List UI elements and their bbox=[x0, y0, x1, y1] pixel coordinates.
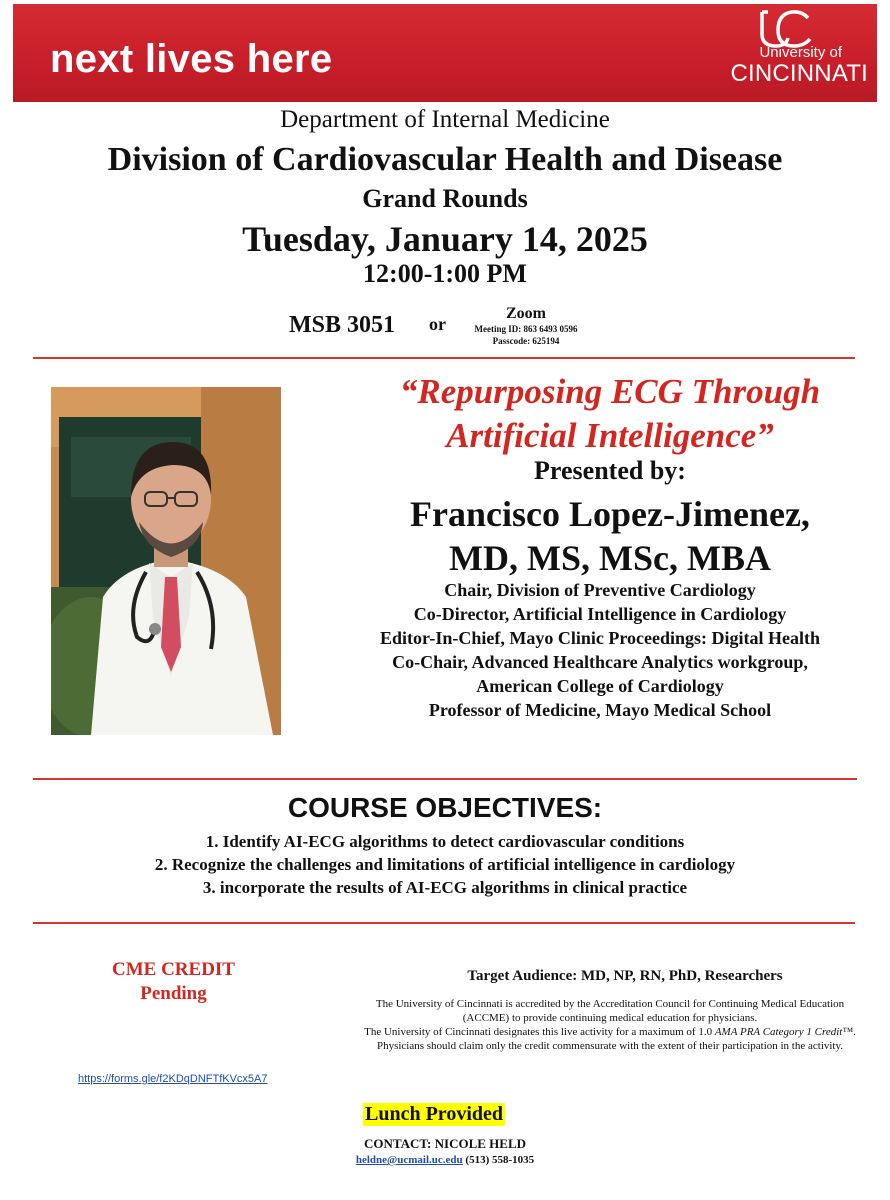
divider bbox=[33, 922, 855, 924]
department-title: Department of Internal Medicine bbox=[280, 106, 610, 133]
location-or: or bbox=[429, 314, 446, 334]
contact-name: CONTACT: NICOLE HELD bbox=[363, 1136, 527, 1151]
target-audience: Target Audience: MD, NP, RN, PhD, Researchers bbox=[467, 968, 783, 984]
event-date: Tuesday, January 14, 2025 bbox=[242, 219, 648, 259]
division-title: Division of Cardiovascular Health and Disease bbox=[107, 141, 783, 178]
cme-form-link[interactable]: https://forms.gle/f2KDqDNFTfKVcx5A7 bbox=[78, 1073, 268, 1085]
university-logo bbox=[668, 8, 868, 88]
credential-line: Chair, Division of Preventive Cardiology bbox=[444, 580, 756, 600]
lunch-provided-badge: Lunch Provided bbox=[365, 1103, 503, 1125]
objective-item: 2. Recognize the challenges and limitations of artificial intelligence in cardiology bbox=[154, 855, 736, 874]
event-name: Grand Rounds bbox=[362, 184, 528, 213]
accreditation-designation bbox=[360, 1025, 860, 1053]
logo-cincinnati: CINCINNATI bbox=[730, 60, 868, 87]
cme-label: CME CREDIT bbox=[112, 959, 235, 980]
talk-title-line2: Artificial Intelligence” bbox=[446, 416, 774, 455]
speaker-name: Francisco Lopez-Jimenez, bbox=[410, 494, 810, 534]
speaker bbox=[330, 492, 890, 580]
contact-details bbox=[0, 1154, 890, 1166]
credit-name: AMA PRA Category 1 Credit bbox=[714, 1026, 843, 1038]
zoom-label: Zoom bbox=[506, 305, 546, 322]
speaker-credentials bbox=[300, 578, 890, 722]
accreditation-statement bbox=[360, 997, 860, 1053]
objectives-list bbox=[0, 830, 890, 899]
event-time: 12:00-1:00 PM bbox=[363, 259, 527, 288]
logo-university-of: University of bbox=[759, 44, 842, 61]
objective-item: 1. Identify AI-ECG algorithms to detect cardiovascular conditions bbox=[205, 832, 685, 851]
talk-title bbox=[330, 370, 890, 458]
cme-status: Pending bbox=[140, 983, 207, 1004]
credential-line: Co-Chair, Advanced Healthcare Analytics workgroup, bbox=[392, 652, 808, 672]
speaker-degrees: MD, MS, MSc, MBA bbox=[449, 538, 771, 578]
talk-title-line1: “Repurposing ECG Through bbox=[399, 372, 821, 411]
contact-email-link[interactable]: heldne@ucmail.uc.edu bbox=[355, 1154, 463, 1166]
zoom-info bbox=[460, 305, 592, 347]
location-room: MSB 3051 bbox=[289, 312, 396, 338]
contact-phone: (513) 558-1035 bbox=[462, 1154, 535, 1166]
divider bbox=[33, 778, 857, 780]
cme-credit bbox=[86, 958, 261, 1006]
presented-by: Presented by: bbox=[534, 456, 686, 485]
objectives-heading: COURSE OBJECTIVES: bbox=[287, 792, 603, 823]
banner-tagline: next lives here bbox=[50, 37, 333, 81]
designation-text: The University of Cincinnati designates this live activity for a maximum of 1.0 bbox=[364, 1026, 715, 1038]
divider bbox=[33, 357, 855, 359]
credential-line: Editor-In-Chief, Mayo Clinic Proceedings: Digital Health bbox=[380, 628, 820, 648]
objective-item: 3. incorporate the results of AI-ECG algorithms in clinical practice bbox=[202, 878, 688, 897]
credential-line: Professor of Medicine, Mayo Medical School bbox=[428, 700, 772, 720]
credential-line: American College of Cardiology bbox=[476, 676, 724, 696]
accreditation-paragraph: The University of Cincinnati is accredited by the Accreditation Council for Continuing Medical Education (ACCME) to provide continuing medical education for physicians. bbox=[375, 998, 845, 1024]
zoom-meeting-id: Meeting ID: 863 6493 0596 bbox=[474, 324, 578, 334]
designation-text-end: ™. Physicians should claim only the credit commensurate with the extent of their participation in the activity. bbox=[376, 1026, 856, 1052]
zoom-passcode: Passcode: 625194 bbox=[492, 336, 560, 346]
credential-line: Co-Director, Artificial Intelligence in Cardiology bbox=[413, 604, 787, 624]
speaker-photo bbox=[51, 387, 281, 735]
